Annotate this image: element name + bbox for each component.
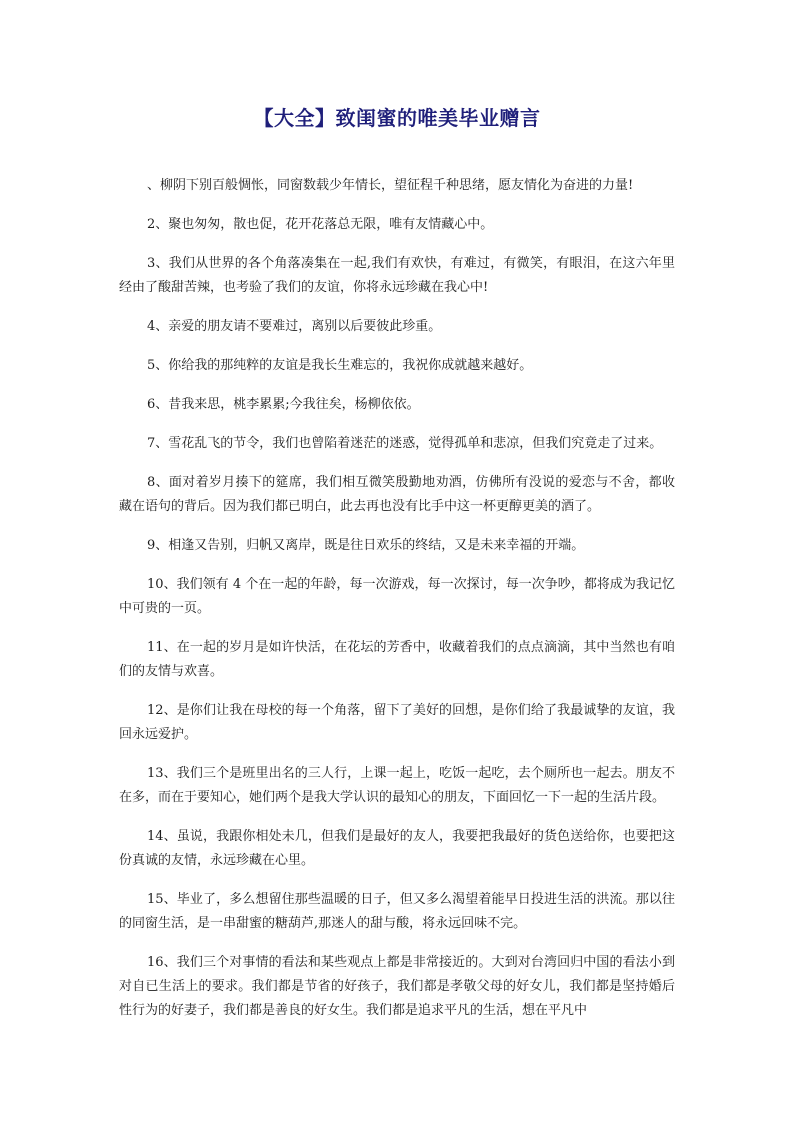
document-title: 【大全】致闺蜜的唯美毕业赠言 [253, 106, 541, 130]
paragraph-2: 2、聚也匆匆，散也促，花开花落总无限，唯有友情藏心中。 [147, 217, 494, 232]
paragraph-11: 11、在一起的岁月是如许快活，在花坛的芳香中，收藏着我们的点点滴滴，其中当然也有咱们的友情与欢喜。 [119, 640, 675, 679]
document-body [119, 174, 675, 1038]
paragraph-13: 13、我们三个是班里出名的三人行，上课一起上，吃饭一起吃，去个厕所也一起去。朋友不在多，而在于要知心，她们两个是我大学认识的最知心的朋友，下面回忆一下一起的生活片段。 [119, 766, 675, 805]
paragraph-9: 9、相逢又告别，归帆又离岸，既是往日欢乐的终结，又是未来幸福的开端。 [147, 538, 585, 553]
paragraph-4: 4、亲爱的朋友请不要难过，离别以后要彼此珍重。 [147, 319, 442, 334]
paragraph-12: 12、是你们让我在母校的每一个角落，留下了美好的回想，是你们给了我最诚挚的友谊，我回永远爱护。 [119, 703, 675, 742]
paragraph-3: 3、我们从世界的各个角落凑集在一起,我们有欢快，有难过，有微笑，有眼泪，在这六年里经由了酸甜苦辣，也考验了我们的友谊，你将永远珍藏在我心中! [119, 256, 675, 295]
paragraph-10: 10、我们领有 4 个在一起的年龄，每一次游戏，每一次探讨，每一次争吵，都将成为我记忆中可贵的一页。 [119, 577, 675, 616]
paragraph-15: 15、毕业了，多么想留住那些温暖的日子，但又多么渴望着能早日投进生活的洪流。那以往的同窗生活，是一串甜蜜的糖葫芦,那迷人的甜与酸，将永远回味不完。 [119, 892, 675, 931]
paragraph-8: 8、面对着岁月揍下的筵席，我们相互微笑殷勤地劝酒，仿佛所有没说的爱恋与不舍，都收藏在语句的背后。因为我们都已明白，此去再也没有比手中这一杯更醇更美的酒了。 [119, 475, 675, 514]
paragraph-7: 7、雪花乱飞的节令，我们也曾陷着迷茫的迷惑，觉得孤单和悲凉，但我们究竟走了过来。 [147, 436, 663, 451]
paragraph-16: 16、我们三个对事情的看法和某些观点上都是非常接近的。大到对台湾回归中国的看法小到对自已生活上的要求。我们都是节省的好孩子，我们都是孝敬父母的好女儿，我们都是坚持婚后性行为的好妻子，我们都是善良的好女生。我们都是追求平凡的生活，想在平凡中 [119, 955, 675, 1018]
paragraph-6: 6、昔我来思，桃李累累;今我往矣，杨柳依依。 [147, 397, 420, 412]
paragraph-5: 5、你给我的那纯粹的友谊是我长生难忘的，我祝你成就越来越好。 [147, 358, 533, 373]
paragraph-14: 14、虽说，我跟你相处未几，但我们是最好的友人，我要把我最好的货色送给你，也要把这份真诚的友情，永远珍藏在心里。 [119, 829, 675, 868]
paragraph-1: 、柳阴下别百般惆怅，同窗数载少年情长，望征程千种思绪，愿友情化为奋进的力量! [147, 178, 634, 193]
